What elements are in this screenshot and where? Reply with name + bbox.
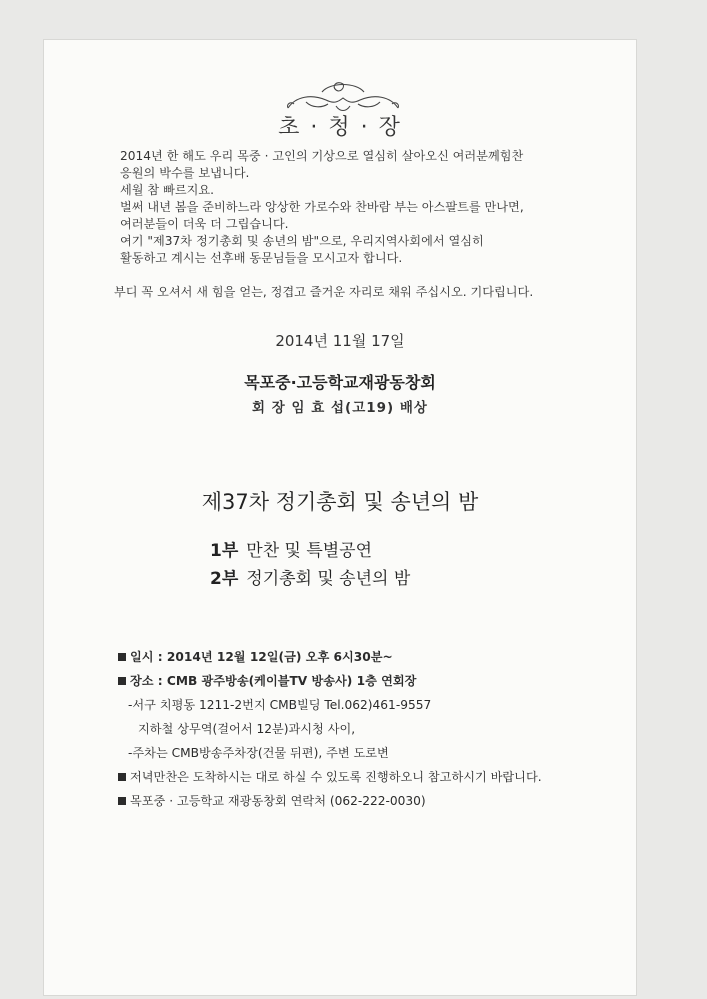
part-label: 1부 bbox=[210, 541, 239, 561]
event-venue bbox=[118, 672, 416, 689]
venue-text: 장소 : CMB 광주방송(케이블TV 방송사) 1층 연회장 bbox=[130, 674, 417, 688]
event-title: 제37차 정기총회 및 송년의 밤 bbox=[201, 490, 479, 514]
datetime-text: 일시 : 2014년 12월 12일(금) 오후 6시30분~ bbox=[130, 650, 393, 664]
square-bullet-icon bbox=[118, 677, 126, 685]
square-bullet-icon bbox=[118, 797, 126, 805]
letter-date: 2014년 11월 17일 bbox=[275, 332, 405, 350]
intro-line: 여기 "제37차 정기총회 및 송년의 밤"으로, 우리지역사회에서 열심히 bbox=[120, 234, 484, 248]
event-datetime bbox=[118, 648, 393, 665]
intro-line bbox=[120, 267, 533, 284]
part-text: 정기총회 및 송년의 밤 bbox=[246, 569, 411, 589]
president-signature: 회 장 임 효 섭(고19) 배상 bbox=[252, 400, 428, 416]
contact-info bbox=[118, 792, 426, 809]
dinner-note-text: 저녁만찬은 도착하시는 대로 하실 수 있도록 진행하오니 참고하시기 바랍니다. bbox=[130, 770, 542, 784]
parking-info: -주차는 CMB방송주차장(건물 뒤편), 주변 도로변 bbox=[128, 746, 389, 760]
part-label: 2부 bbox=[210, 569, 239, 589]
part-text: 만찬 및 특별공연 bbox=[246, 541, 373, 561]
intro-line: 부디 꼭 오셔서 새 힘을 얻는, 정겹고 즐거운 자리로 채워 주십시오. 기다립니다. bbox=[114, 285, 534, 299]
dinner-note bbox=[118, 768, 542, 785]
intro-line: 활동하고 계시는 선후배 동문님들을 모시고자 합니다. bbox=[120, 251, 403, 265]
intro-line: 응원의 박수를 보냅니다. bbox=[120, 166, 250, 180]
organization-name: 목포중·고등학교재광동창회 bbox=[244, 373, 436, 392]
program-part-1 bbox=[210, 536, 372, 561]
intro-line: 벌써 내년 봄을 준비하느라 앙상한 가로수와 찬바람 부는 아스팔트를 만나면, bbox=[120, 200, 524, 214]
invitation-sheet bbox=[44, 40, 636, 995]
subway-directions: 지하철 상무역(걸어서 12분)과시청 사이, bbox=[138, 722, 356, 736]
intro-line: 여러분들이 더욱 더 그립습니다. bbox=[120, 217, 289, 231]
contact-text: 목포중 · 고등학교 재광동창회 연락처 (062-222-0030) bbox=[130, 794, 426, 808]
program-part-2 bbox=[210, 564, 410, 589]
invitation-title: 초 · 청 · 장 bbox=[278, 115, 402, 140]
square-bullet-icon bbox=[118, 773, 126, 781]
intro-paragraph bbox=[114, 148, 534, 301]
intro-line: 2014년 한 해도 우리 목중 · 고인의 기상으로 열심히 살아오신 여러분께힘찬 bbox=[120, 149, 524, 163]
intro-line: 세월 참 빠르지요. bbox=[120, 183, 215, 197]
square-bullet-icon bbox=[118, 653, 126, 661]
venue-address: -서구 치평동 1211-2번지 CMB빌딩 Tel.062)461-9557 bbox=[128, 698, 432, 712]
